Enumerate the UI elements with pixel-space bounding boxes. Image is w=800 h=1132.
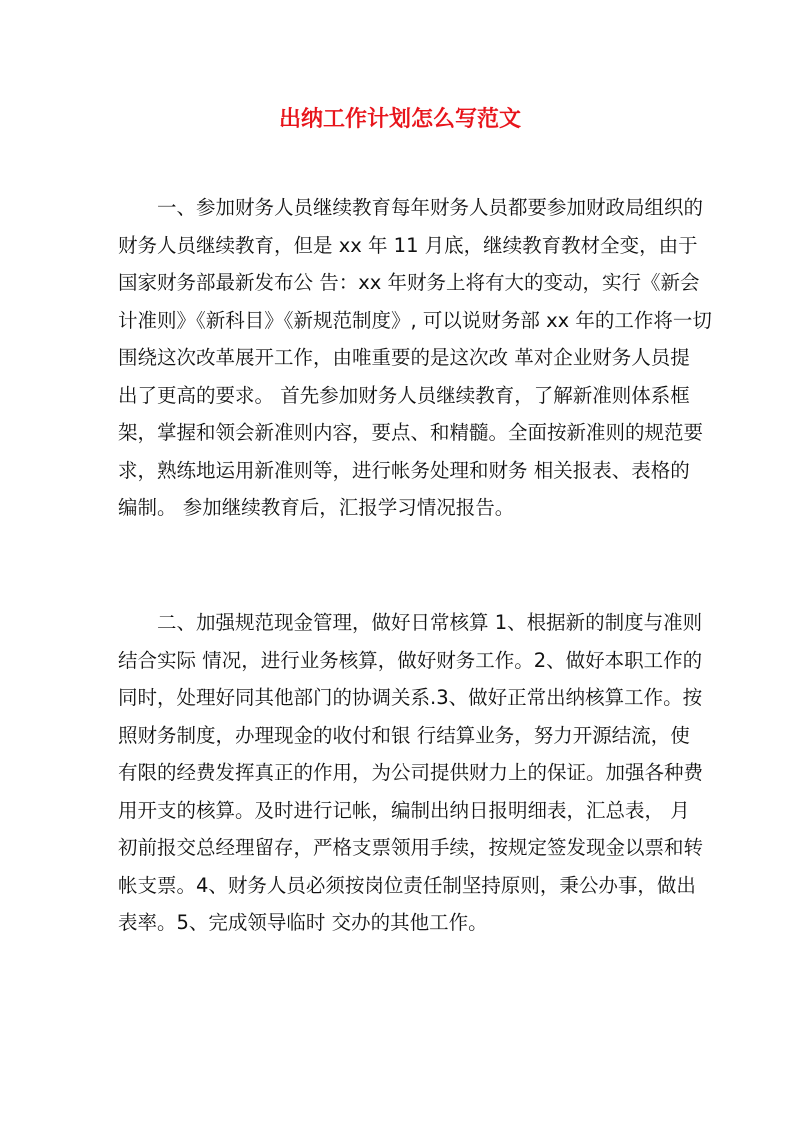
text-line: 一、参加财务人员继续教育每年财务人员都要参加财政局组织的 bbox=[118, 196, 704, 219]
page-title: 出纳工作计划怎么写范文 bbox=[278, 107, 521, 132]
text-line: 出了更高的要求。 首先参加财务人员继续教育，了解新准则体系框 bbox=[118, 383, 690, 407]
paragraph-2 bbox=[118, 604, 704, 942]
paragraph-1 bbox=[118, 189, 712, 527]
text-line: 求，熟练地运用新准则等，进行帐务处理和财务 相关报表、表格的 bbox=[118, 458, 690, 482]
text-line: 用开支的核算。及时进行记帐，编制出纳日报明细表，汇总表， 月 bbox=[118, 798, 690, 822]
text-line: 编制。 参加继续教育后，汇报学习情况报告。 bbox=[118, 496, 515, 519]
text-line: 结合实际 情况，进行业务核算，做好财务工作。2、做好本职工作的 bbox=[118, 648, 703, 672]
text-line: 计准则》《新科目》《新规范制度》, 可以说财务部 xx 年的工作将一切 bbox=[118, 308, 712, 332]
text-line: 照财务制度，办理现金的收付和银 行结算业务，努力开源结流，使 bbox=[118, 723, 690, 747]
text-line: 初前报交总经理留存，严格支票领用手续，按规定签发现金以票和转 bbox=[118, 836, 704, 859]
text-line: 围绕这次改革展开工作，由唯重要的是这次改 革对企业财务人员提 bbox=[118, 346, 690, 369]
text-line: 帐支票。4、财务人员必须按岗位责任制坚持原则，秉公办事，做出 bbox=[118, 873, 696, 897]
text-line: 表率。5、完成领导临时 交办的其他工作。 bbox=[118, 911, 488, 934]
text-line: 财务人员继续教育，但是 xx 年 11 月底，继续教育教材全变，由于 bbox=[118, 233, 698, 257]
text-line: 有限的经费发挥真正的作用，为公司提供财力上的保证。加强各种费 bbox=[118, 761, 704, 784]
text-line: 二、加强规范现金管理，做好日常核算 1、根据新的制度与准则 bbox=[118, 611, 703, 634]
text-line: 架，掌握和领会新准则内容，要点、和精髓。全面按新准则的规范要 bbox=[118, 421, 704, 444]
text-line: 国家财务部最新发布公 告：xx 年财务上将有大的变动，实行《新会 bbox=[118, 271, 700, 294]
text-line: 同时，处理好同其他部门的协调关系.3、做好正常出纳核算工作。按 bbox=[118, 686, 703, 709]
